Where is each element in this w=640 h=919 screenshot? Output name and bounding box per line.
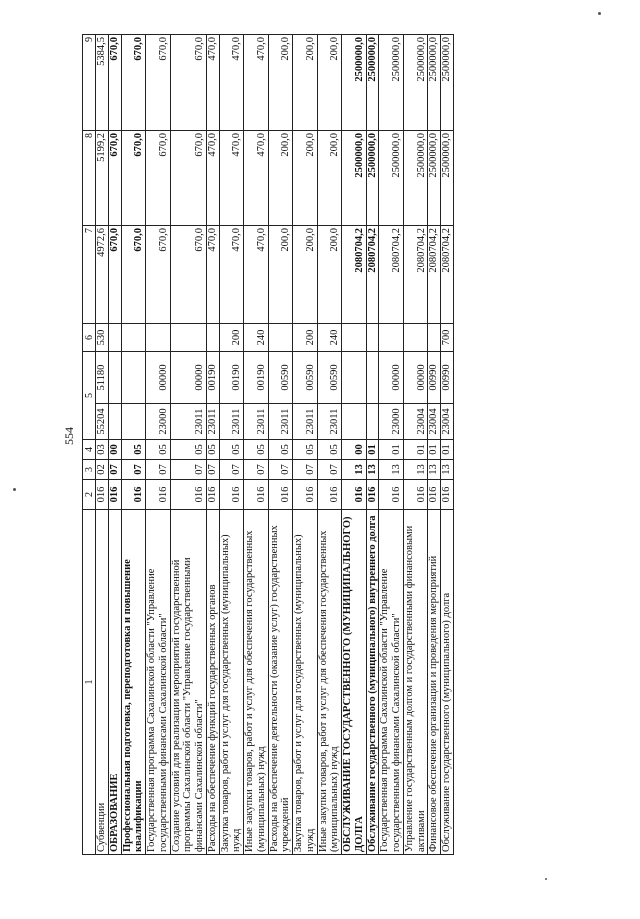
- ministry-code: 016: [403, 480, 428, 510]
- table-row: [244, 35, 269, 855]
- expense-type-code: 200: [219, 324, 244, 352]
- direction-code: 00000: [146, 352, 171, 404]
- amount-year-1: 670,0: [121, 226, 146, 324]
- amount-year-1: 470,0: [219, 226, 244, 324]
- subsection-code: 01: [366, 440, 379, 460]
- direction-code: 00190: [206, 352, 219, 404]
- program-code: [366, 404, 379, 440]
- amount-year-3: 2500000,0: [441, 35, 454, 131]
- direction-code: 00190: [219, 352, 244, 404]
- program-code: 55204: [96, 404, 109, 440]
- program-code: 23000: [146, 404, 171, 440]
- program-code: 23011: [317, 404, 342, 440]
- ministry-code: 016: [146, 480, 171, 510]
- row-name: Финансовое обеспечение организации и проведения мероприятий: [428, 510, 441, 855]
- program-code: 23000: [379, 404, 404, 440]
- section-code: 13: [428, 460, 441, 480]
- expense-type-code: [403, 324, 428, 352]
- amount-year-2: 670,0: [108, 131, 121, 226]
- table-row: [293, 35, 318, 855]
- amount-year-1: 670,0: [170, 226, 206, 324]
- ministry-code: 016: [428, 480, 441, 510]
- direction-code: 00000: [403, 352, 428, 404]
- subsection-code: 05: [244, 440, 269, 460]
- table-row: [428, 35, 441, 855]
- amount-year-1: 4972,6: [96, 226, 109, 324]
- section-code: 07: [170, 460, 206, 480]
- amount-year-1: 2080704,2: [342, 226, 367, 324]
- row-name: ОБРАЗОВАНИЕ: [108, 510, 121, 855]
- ministry-code: 016: [108, 480, 121, 510]
- table-row: [219, 35, 244, 855]
- col-header-3: 3: [83, 460, 96, 480]
- program-code: 23011: [170, 404, 206, 440]
- amount-year-2: 670,0: [121, 131, 146, 226]
- ministry-code: 016: [219, 480, 244, 510]
- expense-type-code: [108, 324, 121, 352]
- amount-year-3: 2500000,0: [342, 35, 367, 131]
- table-row: [206, 35, 219, 855]
- expense-type-code: [170, 324, 206, 352]
- row-name: Государственная программа Сахалинской области "Управление государственными финансами Сахалинской области": [379, 510, 404, 855]
- expense-type-code: [268, 324, 293, 352]
- subsection-code: 05: [121, 440, 146, 460]
- subsection-code: 01: [441, 440, 454, 460]
- row-name: Иные закупки товаров, работ и услуг для обеспечения государственных (муниципальных) нужд: [244, 510, 269, 855]
- amount-year-1: 200,0: [317, 226, 342, 324]
- program-code: 23004: [441, 404, 454, 440]
- col-header-9: 9: [83, 35, 96, 131]
- subsection-code: 05: [317, 440, 342, 460]
- ministry-code: 016: [441, 480, 454, 510]
- amount-year-2: 2500000,0: [403, 131, 428, 226]
- amount-year-2: 670,0: [170, 131, 206, 226]
- subsection-code: 05: [293, 440, 318, 460]
- row-name: Государственная программа Сахалинской области "Управление государственными финансами Сахалинской области": [146, 510, 171, 855]
- direction-code: 00590: [317, 352, 342, 404]
- amount-year-2: 670,0: [146, 131, 171, 226]
- table-row: [170, 35, 206, 855]
- expense-type-code: [428, 324, 441, 352]
- table-row: [121, 35, 146, 855]
- amount-year-3: 200,0: [293, 35, 318, 131]
- subsection-code: 01: [428, 440, 441, 460]
- amount-year-2: 5199,2: [96, 131, 109, 226]
- subsection-code: 00: [342, 440, 367, 460]
- table-row: [379, 35, 404, 855]
- program-code: [108, 404, 121, 440]
- section-code: 07: [219, 460, 244, 480]
- direction-code: 00000: [379, 352, 404, 404]
- section-code: 13: [441, 460, 454, 480]
- direction-code: 00000: [170, 352, 206, 404]
- subsection-code: 05: [146, 440, 171, 460]
- direction-code: 00990: [428, 352, 441, 404]
- expense-type-code: [121, 324, 146, 352]
- section-code: 07: [293, 460, 318, 480]
- row-name: Управление государственным долгом и государственными финансовыми активами: [403, 510, 428, 855]
- ministry-code: 016: [244, 480, 269, 510]
- row-name: ОБСЛУЖИВАНИЕ ГОСУДАРСТВЕННОГО (МУНИЦИПАЛЬНОГО) ДОЛГА: [342, 510, 367, 855]
- row-name: Закупка товаров, работ и услуг для государственных (муниципальных) нужд: [219, 510, 244, 855]
- amount-year-2: 2500000,0: [379, 131, 404, 226]
- direction-code: 00990: [441, 352, 454, 404]
- table-row: [268, 35, 293, 855]
- row-name: Профессиональная подготовка, переподготовка и повышение квалификации: [121, 510, 146, 855]
- amount-year-3: 200,0: [317, 35, 342, 131]
- col-header-2: 2: [83, 480, 96, 510]
- amount-year-1: 670,0: [146, 226, 171, 324]
- row-name: Обслуживание государственного (муниципального) долга: [441, 510, 454, 855]
- amount-year-2: 2500000,0: [441, 131, 454, 226]
- amount-year-1: 2080704,2: [366, 226, 379, 324]
- ministry-code: 016: [170, 480, 206, 510]
- amount-year-3: 470,0: [206, 35, 219, 131]
- amount-year-3: 670,0: [108, 35, 121, 131]
- row-name: Расходы на обеспечение деятельности (оказание услуг) государственных учреждений: [268, 510, 293, 855]
- scan-speck: [598, 12, 601, 15]
- direction-code: 00190: [244, 352, 269, 404]
- amount-year-1: 2080704,2: [403, 226, 428, 324]
- ministry-code: 016: [366, 480, 379, 510]
- ministry-code: 016: [379, 480, 404, 510]
- row-name: Субвенции: [96, 510, 109, 855]
- amount-year-1: 2080704,2: [379, 226, 404, 324]
- amount-year-2: 2500000,0: [366, 131, 379, 226]
- subsection-code: 01: [379, 440, 404, 460]
- amount-year-3: 2500000,0: [428, 35, 441, 131]
- section-code: 07: [146, 460, 171, 480]
- scan-speck: [13, 488, 16, 491]
- amount-year-3: 2500000,0: [379, 35, 404, 131]
- direction-code: 51180: [96, 352, 109, 404]
- amount-year-1: 200,0: [293, 226, 318, 324]
- table-row: [441, 35, 454, 855]
- amount-year-3: 2500000,0: [366, 35, 379, 131]
- col-header-5: 5: [83, 352, 96, 440]
- expense-type-code: 530: [96, 324, 109, 352]
- expense-type-code: 700: [441, 324, 454, 352]
- ministry-code: 016: [268, 480, 293, 510]
- amount-year-3: 470,0: [244, 35, 269, 131]
- section-code: 07: [121, 460, 146, 480]
- ministry-code: 016: [342, 480, 367, 510]
- amount-year-3: 200,0: [268, 35, 293, 131]
- section-code: 07: [108, 460, 121, 480]
- expense-type-code: 200: [293, 324, 318, 352]
- program-code: 23011: [219, 404, 244, 440]
- section-code: 02: [96, 460, 109, 480]
- table-body: [96, 35, 454, 855]
- amount-year-1: 470,0: [244, 226, 269, 324]
- section-code: 07: [244, 460, 269, 480]
- amount-year-1: 2080704,2: [428, 226, 441, 324]
- amount-year-1: 470,0: [206, 226, 219, 324]
- table-row: [146, 35, 171, 855]
- program-code: 23011: [206, 404, 219, 440]
- amount-year-1: 200,0: [268, 226, 293, 324]
- row-name: Создание условий для реализации мероприятий государственной программы Сахалинской области "Управление государственными финансами Сахалинской области": [170, 510, 206, 855]
- ministry-code: 016: [317, 480, 342, 510]
- row-name: Закупка товаров, работ и услуг для государственных (муниципальных) нужд: [293, 510, 318, 855]
- subsection-code: 00: [108, 440, 121, 460]
- amount-year-2: 2500000,0: [428, 131, 441, 226]
- col-header-4: 4: [83, 440, 96, 460]
- amount-year-3: 670,0: [146, 35, 171, 131]
- table-row: [366, 35, 379, 855]
- subsection-code: 05: [206, 440, 219, 460]
- table-row: [96, 35, 109, 855]
- expense-type-code: [366, 324, 379, 352]
- header-row: [83, 35, 96, 855]
- section-code: 13: [342, 460, 367, 480]
- amount-year-3: 670,0: [121, 35, 146, 131]
- direction-code: [342, 352, 367, 404]
- subsection-code: 03: [96, 440, 109, 460]
- col-header-7: 7: [83, 226, 96, 324]
- amount-year-3: 470,0: [219, 35, 244, 131]
- table-row: [108, 35, 121, 855]
- subsection-code: 05: [268, 440, 293, 460]
- amount-year-3: 5384,5: [96, 35, 109, 131]
- subsection-code: 05: [219, 440, 244, 460]
- expense-type-code: 240: [244, 324, 269, 352]
- direction-code: 00590: [293, 352, 318, 404]
- program-code: [121, 404, 146, 440]
- amount-year-2: 470,0: [219, 131, 244, 226]
- row-name: Обслуживание государственного (муниципального) внутреннего долга: [366, 510, 379, 855]
- direction-code: [108, 352, 121, 404]
- page-number: 554: [62, 427, 76, 445]
- section-code: 07: [317, 460, 342, 480]
- direction-code: [366, 352, 379, 404]
- section-code: 13: [379, 460, 404, 480]
- ministry-code: 016: [206, 480, 219, 510]
- scan-speck: [545, 878, 547, 880]
- section-code: 07: [206, 460, 219, 480]
- col-header-1: 1: [83, 510, 96, 855]
- expense-type-code: [379, 324, 404, 352]
- budget-table: [82, 34, 454, 855]
- program-code: [342, 404, 367, 440]
- row-name: Иные закупки товаров, работ и услуг для обеспечения государственных (муниципальных) нужд: [317, 510, 342, 855]
- direction-code: 00590: [268, 352, 293, 404]
- direction-code: [121, 352, 146, 404]
- amount-year-1: 2080704,2: [441, 226, 454, 324]
- expense-type-code: [146, 324, 171, 352]
- table-row: [342, 35, 367, 855]
- rotated-page: [60, 35, 615, 855]
- program-code: 23011: [268, 404, 293, 440]
- section-code: 13: [403, 460, 428, 480]
- program-code: 23011: [244, 404, 269, 440]
- amount-year-2: 200,0: [293, 131, 318, 226]
- program-code: 23004: [403, 404, 428, 440]
- table-row: [317, 35, 342, 855]
- row-name: Расходы на обеспечение функций государственных органов: [206, 510, 219, 855]
- section-code: 13: [366, 460, 379, 480]
- ministry-code: 016: [121, 480, 146, 510]
- amount-year-2: 470,0: [244, 131, 269, 226]
- col-header-8: 8: [83, 131, 96, 226]
- expense-type-code: [206, 324, 219, 352]
- table-row: [403, 35, 428, 855]
- program-code: 23011: [293, 404, 318, 440]
- subsection-code: 05: [170, 440, 206, 460]
- subsection-code: 01: [403, 440, 428, 460]
- ministry-code: 016: [293, 480, 318, 510]
- amount-year-3: 670,0: [170, 35, 206, 131]
- section-code: 07: [268, 460, 293, 480]
- amount-year-3: 2500000,0: [403, 35, 428, 131]
- amount-year-2: 2500000,0: [342, 131, 367, 226]
- expense-type-code: [342, 324, 367, 352]
- col-header-6: 6: [83, 324, 96, 352]
- amount-year-2: 200,0: [317, 131, 342, 226]
- amount-year-1: 670,0: [108, 226, 121, 324]
- ministry-code: 016: [96, 480, 109, 510]
- program-code: 23004: [428, 404, 441, 440]
- expense-type-code: 240: [317, 324, 342, 352]
- amount-year-2: 200,0: [268, 131, 293, 226]
- amount-year-2: 470,0: [206, 131, 219, 226]
